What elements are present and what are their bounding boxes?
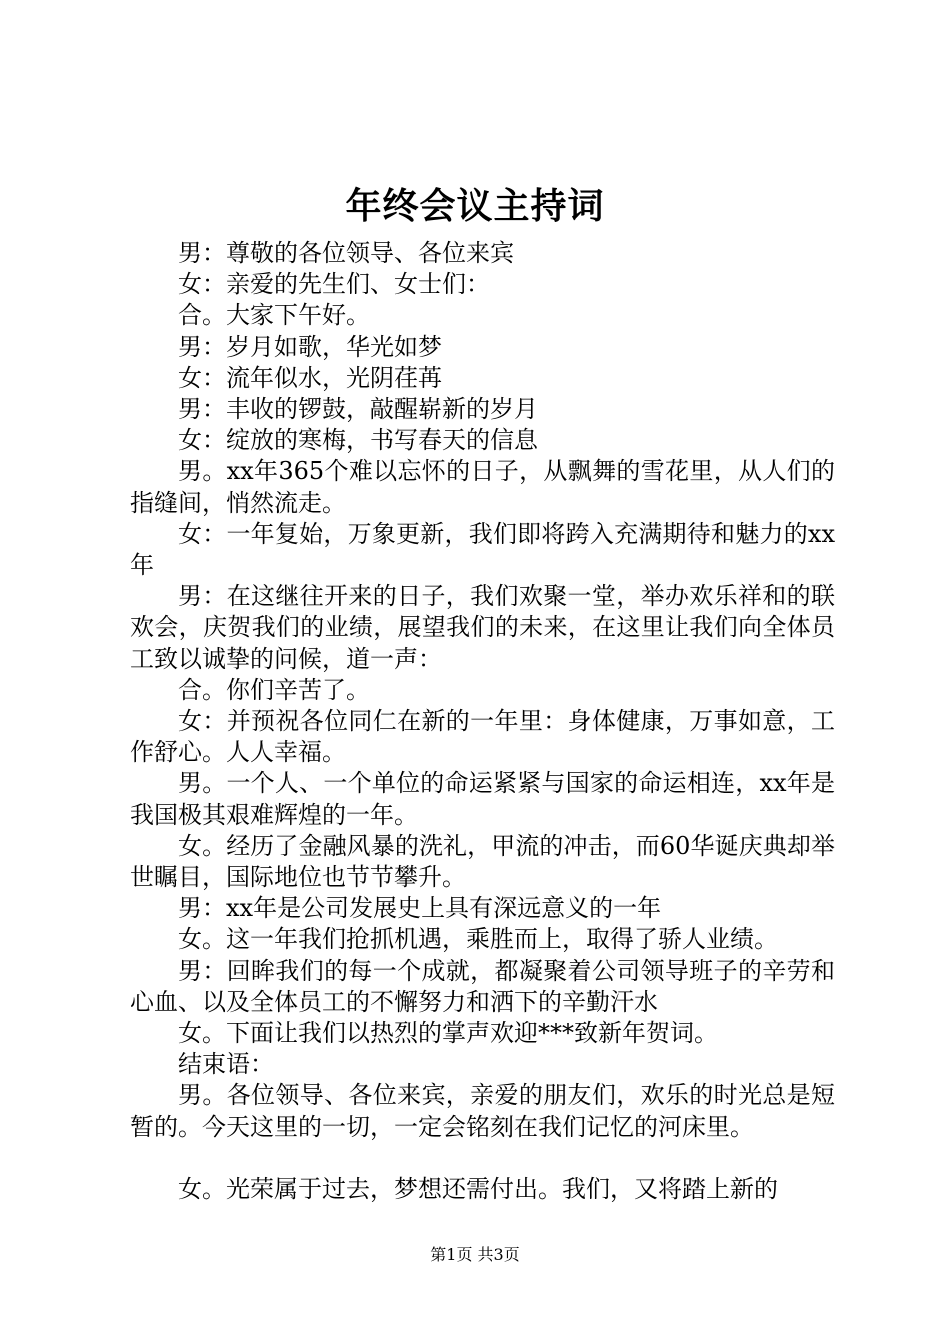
page-footer: 第1页 共3页 (430, 1245, 520, 1264)
paragraph: 女。下面让我们以热烈的掌声欢迎***致新年贺词。 (178, 1019, 718, 1048)
paragraph: 男。一个人、一个单位的命运紧紧与国家的命运相连，xx年是我国极其艰难辉煌的一年。 (130, 769, 835, 829)
document-body (130, 238, 835, 1205)
paragraph: 男。xx年365个难以忘怀的日子，从飘舞的雪花里，从人们的指缝间，悄然流走。 (130, 457, 835, 517)
paragraph: 男：xx年是公司发展史上具有深远意义的一年 (178, 894, 662, 923)
paragraph: 女：亲爱的先生们、女士们： (178, 270, 490, 299)
paragraph: 女。光荣属于过去，梦想还需付出。我们，又将踏上新的 (178, 1174, 778, 1203)
paragraph: 男：尊敬的各位领导、各位来宾 (178, 239, 514, 267)
paragraph: 合。你们辛苦了。 (178, 675, 370, 704)
paragraph: 男：岁月如歌，华光如梦 (178, 332, 442, 361)
paragraph: 女：绽放的寒梅，书写春天的信息 (178, 426, 538, 455)
paragraph: 女：并预祝各位同仁在新的一年里：身体健康，万事如意，工作舒心。人人幸福。 (130, 707, 835, 767)
paragraph: 男：回眸我们的每一个成就，都凝聚着公司领导班子的辛劳和心血、以及全体员工的不懈努力和洒下的辛勤汗水 (130, 956, 835, 1016)
paragraph: 合。大家下午好。 (178, 301, 370, 330)
paragraph: 女。这一年我们抢抓机遇，乘胜而上，取得了骄人业绩。 (178, 925, 778, 954)
paragraph: 女：流年似水，光阴荏苒 (178, 363, 442, 392)
paragraph: 结束语： (178, 1050, 274, 1079)
paragraph: 女。经历了金融风暴的洗礼，甲流的冲击，而60华诞庆典却举世瞩目，国际地位也节节攀升。 (130, 831, 835, 892)
paragraph: 男：在这继往开来的日子，我们欢聚一堂，举办欢乐祥和的联欢会，庆贺我们的业绩，展望我们的未来，在这里让我们向全体员工致以诚挚的问候，道一声： (130, 582, 835, 673)
paragraph: 男。各位领导、各位来宾，亲爱的朋友们，欢乐的时光总是短暂的。今天这里的一切，一定会铭刻在我们记忆的河床里。 (130, 1081, 835, 1141)
paragraph: 男：丰收的锣鼓，敲醒崭新的岁月 (178, 395, 538, 424)
document-title: 年终会议主持词 (345, 185, 605, 227)
paragraph: 女：一年复始，万象更新，我们即将跨入充满期待和魅力的xx年 (130, 519, 835, 580)
